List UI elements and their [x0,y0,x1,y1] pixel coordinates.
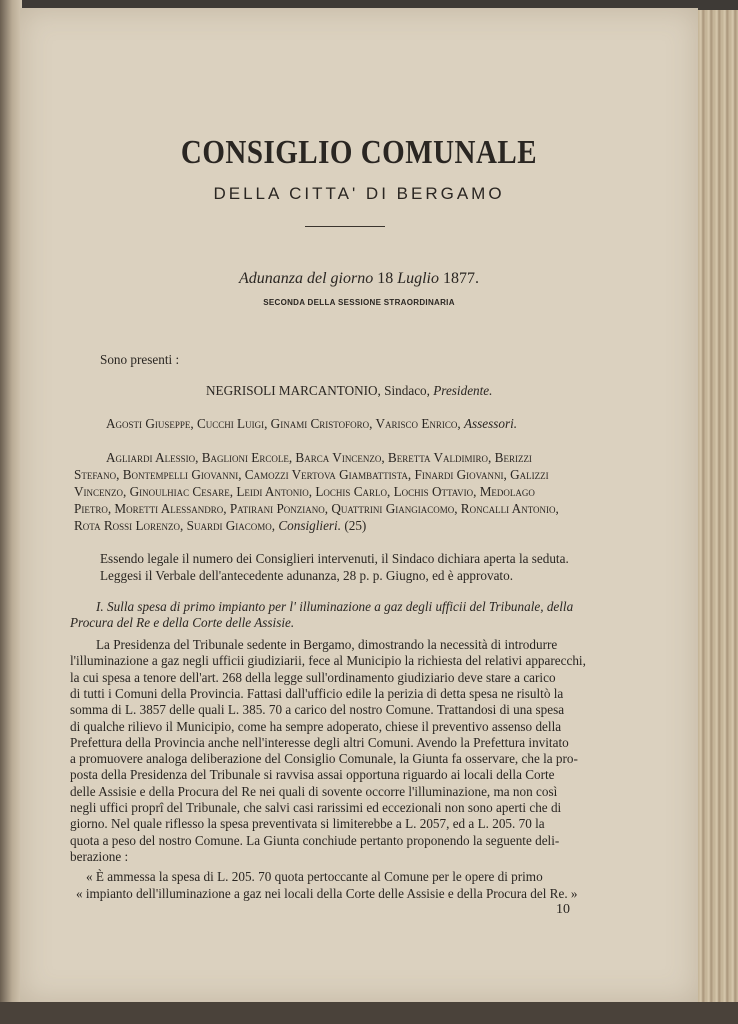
attendance-intro: Sono presenti : [100,352,180,367]
consiglieri-last-line [74,517,366,534]
consiglieri-line: Pietro, Moretti Alessandro, Patirani Ponziano, Quattrini Giangiacomo, Roncalli Antonio, [74,501,559,516]
body-line: la cui spesa a tenore dell'art. 268 della legge sull'ordinamento giudiziario deve stare a carico [70,669,556,685]
president-name: NEGRISOLI MARCANTONIO, [206,383,381,398]
body-line: berazione : [70,848,129,864]
item-heading: I. Sulla spesa di primo impianto per l' illuminazione a gaz degli ufficii del Tribunale, della [96,599,574,614]
meeting-year: 1877. [443,270,479,287]
book-spine-edge [0,0,22,1024]
consiglieri-role: Consiglieri. [278,518,342,533]
item-heading: Procura del Re e della Corte delle Assisie. [70,615,295,630]
body-line: l'illuminazione a gaz negli ufficii giudiziarii, fece al Municipio la richiesta del relativi apparecchi, [70,653,586,669]
meeting-prefix: Adunanza del giorno [238,270,374,287]
page-number: 10 [556,902,570,918]
opening-line: Essendo legale il numero dei Consiglieri intervenuti, il Sindaco dichiara aperta la seduta. [100,551,569,566]
page-title: CONSIGLIO COMUNALE [180,134,538,171]
page-stack-edge [698,10,738,1024]
body-line: delle Assisie e della Procura del Re nei quali di sovente occorre l'illuminazione, ma non così [70,783,558,799]
consiglieri-line: Agliardi Alessio, Baglioni Ercole, Barca Vincenzo, Beretta Valdimiro, Berizzi [106,450,532,465]
consiglieri-count: (25) [344,518,367,533]
consiglieri-line: Stefano, Bontempelli Giovanni, Camozzi Vertova Giambattista, Finardi Giovanni, Galizzi [74,467,549,482]
assessori-role: Assessori. [463,416,518,431]
body-line: Prefettura della Provincia anche nell'interesse degli altri Comuni. Avendo la Prefettura invitato [70,734,569,750]
meeting-day: 18 [377,270,394,287]
body-line: a promuovere analoga deliberazione del Consiglio Comunale, la Giunta fa osservare, che la pro- [70,751,578,767]
consiglieri-line: Vincenzo, Ginoulhiac Cesare, Leidi Antonio, Lochis Carlo, Lochis Ottavio, Medolago [74,484,535,499]
opening-line: Leggesi il Verbale dell'antecedente adunanza, 28 p. p. Giugno, ed è approvato. [100,568,513,583]
page-subtitle: DELLA CITTA' DI BERGAMO [213,184,505,203]
body-line: giorno. Nel quale riflesso la spesa preventivata si limiterebbe a L. 2057, ed a L. 205. 70 la [70,816,545,832]
consiglieri-names: Rota Rossi Lorenzo, Suardi Giacomo, [74,518,276,533]
meeting-month: Luglio [397,270,439,287]
assessori-names: Agosti Giuseppe, Cucchi Luigi, Ginami Cristoforo, Varisco Enrico, [106,416,461,431]
deliberation-line: « È ammessa la spesa di L. 205. 70 quota pertoccante al Comune per le opere di primo [86,869,543,885]
body-line: di qualche rilievo il Municipio, come ha sempre adoperato, chiese il preventivo assenso della [70,718,562,734]
body-line: di tutti i Comuni della Provincia. Fattasi dall'ufficio edile la perizia di detta spesa ne risultò la [70,685,564,701]
body-line: La Presidenza del Tribunale sedente in Bergamo, dimostrando la necessità di introdurre [96,637,558,652]
meeting-date [20,270,698,288]
body-line: somma di L. 3857 delle quali L. 385. 70 a carico del nostro Comune. Trattandosi di una spesa [70,702,565,718]
body-line: posta della Presidenza del Tribunale si ravvisa assai opportuna riguardo ai locali della Corte [70,767,555,783]
book-bottom-edge [0,1002,738,1024]
deliberation-line: « impianto dell'illuminazione a gaz nei locali della Corte delle Assisie e della Procura del Re. » [76,886,578,902]
president-line [206,382,492,399]
document-page [20,8,698,1002]
president-role: Presidente. [433,383,493,398]
president-role-prefix: Sindaco, [380,383,430,398]
body-line: negli uffici proprî del Tribunale, che salvi casi rarissimi ed eccezionali non sono aperti che di [70,800,562,815]
session-label: SECONDA DELLA SESSIONE STRAORDINARIA [263,298,455,307]
body-line: quota a peso del nostro Comune. La Giunta conchiude pertanto proponendo la seguente deli- [70,832,560,848]
title-divider [305,226,385,227]
assessori-line [106,415,517,432]
